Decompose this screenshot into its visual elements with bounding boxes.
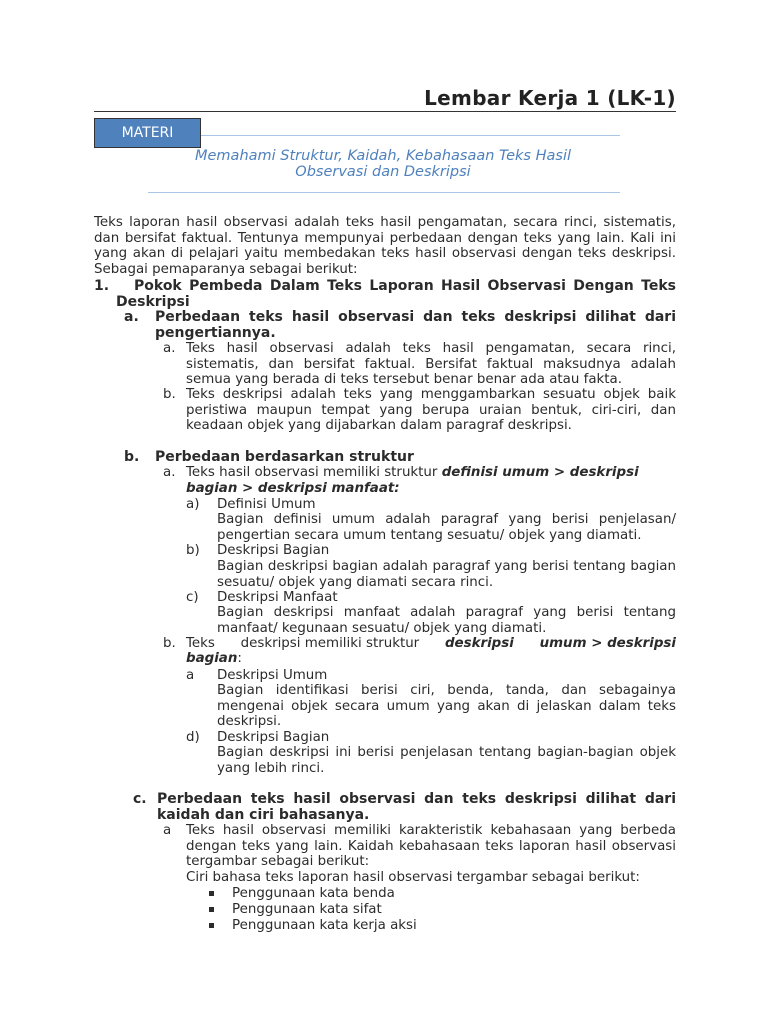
subtitle-line-2: Observasi dan Deskripsi (295, 164, 471, 180)
section-1-heading: Pokok Pembeda Dalam Teks Laporan Hasil Observasi Dengan Teks Deskripsi (116, 278, 676, 310)
bullet-icon (209, 902, 214, 918)
bullet-icon (209, 918, 214, 934)
part-description: Bagian deskripsi bagian adalah paragraf yang berisi tentang bagian sesuatu/ objek yang diamati secara rinci. (217, 559, 676, 590)
list-marker: a) (186, 497, 200, 512)
bullet-icon (209, 886, 214, 902)
part-description: Bagian deskripsi ini berisi penjelasan tentang bagian-bagian objek yang lebih rinci. (217, 745, 676, 776)
list-item: Teks deskripsi adalah teks yang menggambarkan sesuatu objek baik peristiwa maupun tempat yang berupa uraian bentuk, ciri-ciri, dan keadaan objek yang dijabarkan dalam paragraf deskripsi. (186, 387, 676, 433)
part-title: Deskripsi Bagian (217, 543, 330, 558)
list-marker: a (163, 823, 172, 838)
list-item: Teks hasil observasi memiliki karakteristik kebahasaan yang berbeda dengan teks yang lain. Kaidah kebahasaan teks laporan hasil observasi tergambar sebagai berikut: (186, 823, 676, 869)
bullet-item: Penggunaan kata kerja aksi (232, 918, 417, 933)
deskripsi-structure-word-1: Teks (186, 636, 215, 651)
sub-c-marker: c. (133, 791, 147, 807)
observasi-structure-bold-2: bagian > deskripsi manfaat: (186, 480, 400, 496)
bullet-item: Penggunaan kata benda (232, 886, 395, 901)
list-item: Teks hasil observasi adalah teks hasil pengamatan, secara rinci, sistematis, dan bersifat faktual. Bersifat faktual maksudnya adalah semua yang berada di teks tersebut benar benar ada atau fakta. (186, 341, 676, 387)
list-marker: c) (186, 590, 199, 605)
part-title: Definisi Umum (217, 497, 316, 512)
part-title: Deskripsi Umum (217, 668, 328, 683)
sub-c-heading: Perbedaan teks hasil observasi dan teks deskripsi dilihat dari kaidah dan ciri bahasanya. (157, 791, 676, 823)
part-title: Deskripsi Bagian (217, 730, 330, 745)
deskripsi-structure-line-2 (186, 651, 242, 667)
part-title: Deskripsi Manfaat (217, 590, 338, 605)
list-marker: d) (186, 730, 200, 745)
list-item-lead: Ciri bahasa teks laporan hasil observasi tergambar sebagai berikut: (186, 870, 640, 885)
deskripsi-structure-word-2: deskripsi memiliki struktur (240, 636, 420, 651)
deskripsi-structure-bold-1: deskripsi (444, 636, 514, 651)
list-marker: a (186, 668, 195, 683)
subtitle-line-1: Memahami Struktur, Kaidah, Kebahasaan Teks Hasil (195, 148, 571, 164)
part-description: Bagian definisi umum adalah paragraf yang berisi penjelasan/ pengertian secara umum tentang sesuatu/ objek yang diamati. (217, 512, 676, 543)
materi-divider (201, 135, 620, 136)
subtitle-divider (148, 192, 620, 193)
page-title: Lembar Kerja 1 (LK-1) (424, 86, 676, 110)
list-marker: b. (163, 636, 176, 651)
materi-label-box: MATERI (94, 118, 201, 148)
intro-paragraph: Teks laporan hasil observasi adalah teks hasil pengamatan, secara rinci, sistematis, dan bersifat faktual. Tentunya mempunyai perbedaan dengan teks yang lain. Kali ini yang akan di pelajari yaitu membedakan teks hasil observasi dengan teks deskripsi. Sebagai pemaparanya sebagai berikut: (94, 215, 676, 277)
deskripsi-structure-bold-2: umum > deskripsi (539, 636, 676, 651)
bullet-item: Penggunaan kata sifat (232, 902, 382, 917)
sub-a-heading: Perbedaan teks hasil observasi dan teks deskripsi dilihat dari pengertiannya. (155, 309, 676, 341)
sub-b-heading: Perbedaan berdasarkan struktur (155, 449, 414, 465)
observasi-structure (186, 465, 676, 496)
deskripsi-structure-colon: : (237, 651, 242, 666)
part-description: Bagian deskripsi manfaat adalah paragraf yang berisi tentang manfaat/ kegunaan sesuatu/ objek yang diamati. (217, 605, 676, 636)
list-marker: a. (163, 341, 176, 356)
deskripsi-structure-bold-3: bagian (186, 651, 238, 666)
section-1-number: 1. (94, 278, 110, 294)
sub-a-marker: a. (124, 309, 139, 325)
part-description: Bagian identifikasi berisi ciri, benda, tanda, dan sebagainya mengenai objek secara umum yang akan di jelaskan dalam teks deskripsi. (217, 683, 676, 729)
title-divider (94, 111, 676, 112)
list-marker: b) (186, 543, 200, 558)
observasi-structure-bold-1: definisi umum > deskripsi (441, 465, 639, 480)
deskripsi-structure-line-1 (186, 636, 676, 652)
observasi-structure-lead: Teks hasil observasi memiliki struktur (186, 465, 438, 480)
subtitle (150, 148, 616, 180)
list-marker: a. (163, 465, 176, 480)
list-marker: b. (163, 387, 176, 402)
sub-b-marker: b. (124, 449, 140, 465)
